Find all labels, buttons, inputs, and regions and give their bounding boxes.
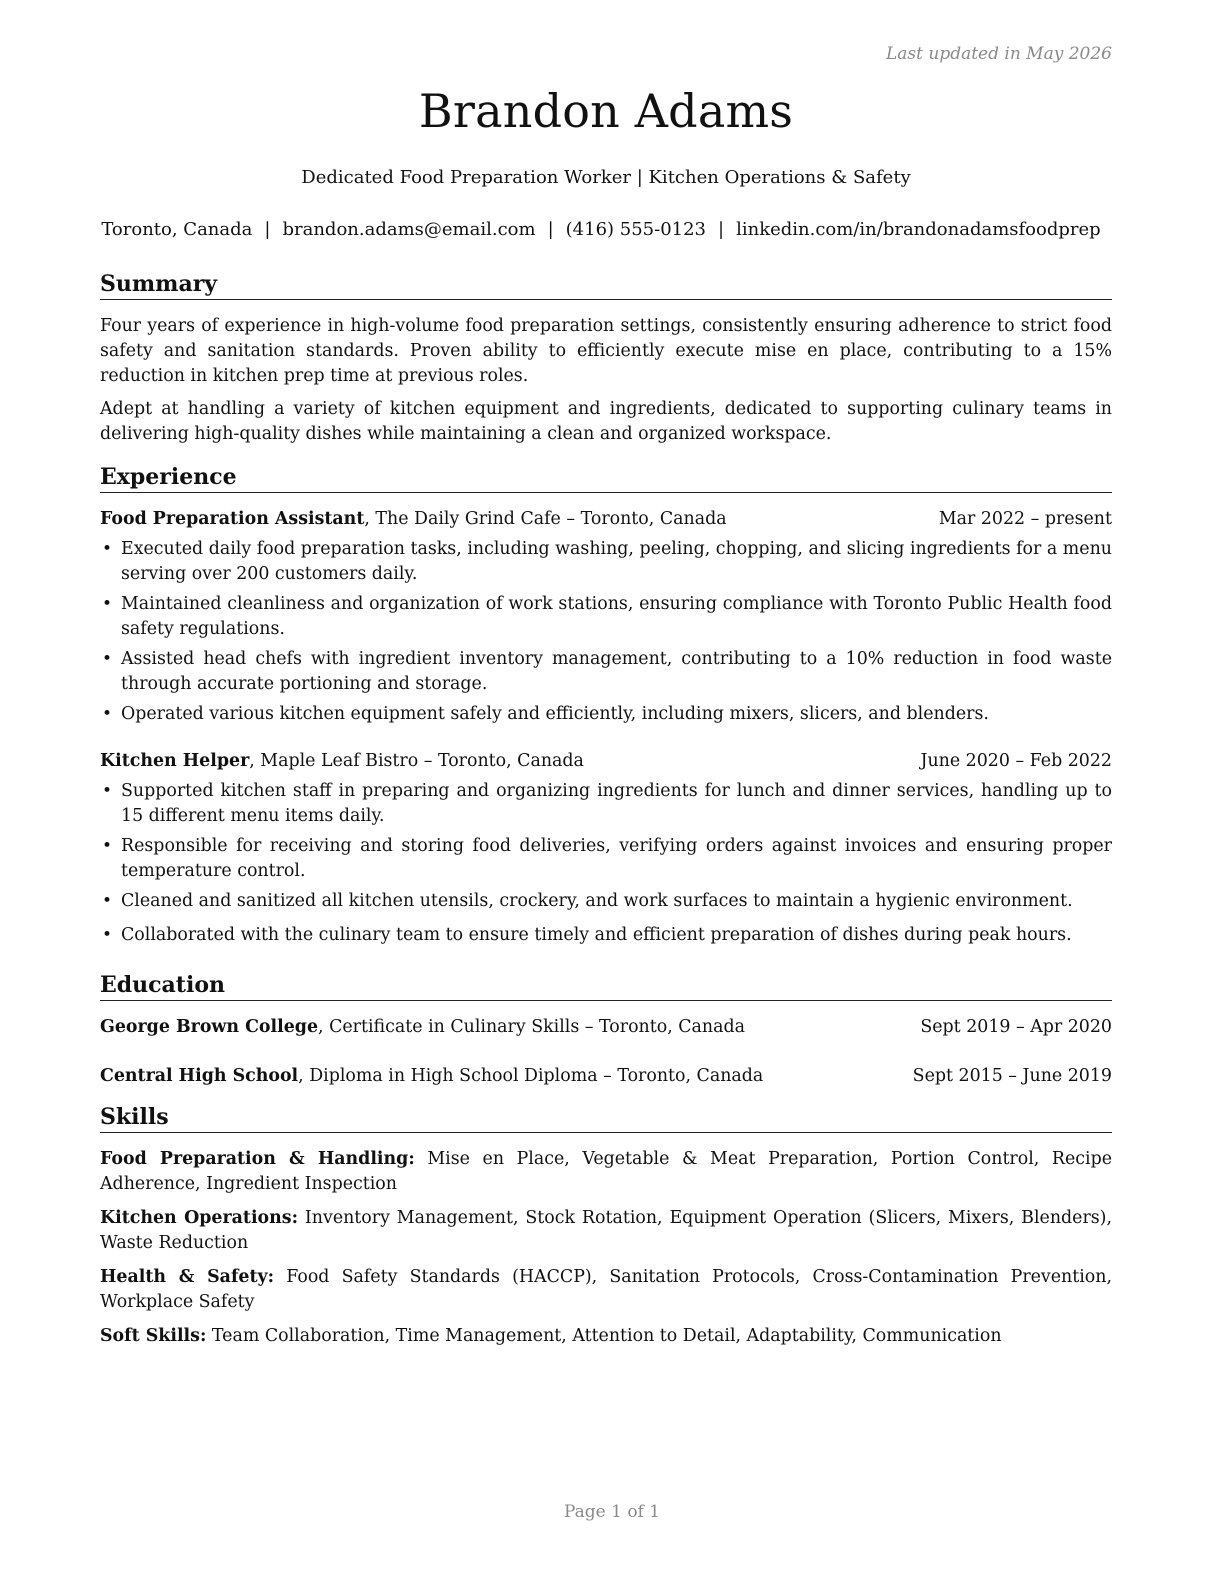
job-bullet: • Operated various kitchen equipment safely and efficiently, including mixers, slicers, and blenders. [100, 702, 1112, 727]
skills-section [100, 1104, 1112, 1349]
page-number: Page 1 of 1 [563, 1502, 661, 1522]
contact-email[interactable]: brandon.adams@email.com [282, 219, 536, 240]
candidate-name: Brandon Adams [418, 84, 794, 138]
education-entry [100, 1015, 1112, 1040]
section-title-summary: Summary [100, 271, 1112, 300]
skill-group-items: Food Safety Standards (HACCP), Sanitation Protocols, Cross-Contamination Prevention, Workplace Safety [100, 1267, 1112, 1312]
job-role: Food Preparation Assistant [100, 509, 365, 529]
skill-group-label: Food Preparation & Handling: [100, 1149, 415, 1169]
job-bullets [100, 537, 1112, 727]
job-bullet: • Assisted head chefs with ingredient inventory management, contributing to a 10% reduction in food waste through accurate portioning and storage. [100, 647, 1112, 697]
contact-line [90, 219, 1112, 240]
section-title-education: Education [100, 972, 1112, 1001]
job-org: , The Daily Grind Cafe – Toronto, Canada [364, 509, 727, 529]
skill-group-items: Team Collaboration, Time Management, Attention to Detail, Adaptability, Communication [211, 1326, 1002, 1346]
job-bullet: • Supported kitchen staff in preparing and organizing ingredients for lunch and dinner services, handling up to 15 different menu items daily. [100, 779, 1112, 829]
skill-group [100, 1206, 1112, 1256]
job-org: , Maple Leaf Bistro – Toronto, Canada [249, 751, 584, 771]
education-entry [100, 1064, 1112, 1089]
summary-paragraph: Four years of experience in high-volume food preparation settings, consistently ensuring adherence to strict food safety and sanitation standards. Proven ability to efficiently execute mise en place, contributing to a 15% reduction in kitchen prep time at previous roles. [100, 316, 1112, 386]
contact-separator: | [718, 219, 725, 240]
education-dates: Sept 2015 – June 2019 [912, 1066, 1112, 1086]
education-section [100, 972, 1112, 1089]
contact-phone[interactable]: (416) 555-0123 [565, 219, 707, 240]
job-bullet: • Collaborated with the culinary team to ensure timely and efficient preparation of dishes during peak hours. [100, 923, 1112, 948]
education-detail: , Diploma in High School Diploma – Toronto, Canada [298, 1066, 764, 1086]
contact-location: Toronto, Canada [101, 219, 253, 240]
job-bullets [100, 779, 1112, 948]
resume-page [100, 0, 1112, 1584]
job-entry [100, 507, 1112, 727]
job-header [100, 507, 1112, 532]
summary-section [100, 271, 1112, 447]
job-dates: June 2020 – Feb 2022 [920, 751, 1112, 771]
skill-group-label: Soft Skills: [100, 1326, 207, 1346]
skill-group-items: Inventory Management, Stock Rotation, Equipment Operation (Slicers, Mixers, Blenders), Waste Reduction [100, 1208, 1112, 1253]
job-bullet: • Cleaned and sanitized all kitchen utensils, crockery, and work surfaces to maintain a hygienic environment. [100, 889, 1112, 914]
contact-linkedin[interactable]: linkedin.com/in/brandonadamsfoodprep [736, 219, 1101, 240]
contact-separator: | [547, 219, 554, 240]
education-school: Central High School [100, 1066, 299, 1086]
skill-group [100, 1265, 1112, 1315]
contact-separator: | [264, 219, 271, 240]
job-role: Kitchen Helper [100, 751, 250, 771]
section-title-skills: Skills [100, 1104, 1112, 1133]
experience-section [100, 464, 1112, 948]
candidate-tagline: Dedicated Food Preparation Worker | Kitchen Operations & Safety [301, 167, 911, 188]
summary-paragraph: Adept at handling a variety of kitchen equipment and ingredients, dedicated to supporting culinary teams in delivering high-quality dishes while maintaining a clean and organized workspace. [100, 399, 1112, 444]
skill-group-label: Kitchen Operations: [100, 1208, 299, 1228]
skill-group-items: Mise en Place, Vegetable & Meat Preparation, Portion Control, Recipe Adherence, Ingredient Inspection [100, 1149, 1112, 1194]
skill-group-label: Health & Safety: [100, 1267, 275, 1287]
job-bullet: • Maintained cleanliness and organization of work stations, ensuring compliance with Toronto Public Health food safety regulations. [100, 592, 1112, 642]
skill-group [100, 1147, 1112, 1197]
education-dates: Sept 2019 – Apr 2020 [920, 1017, 1112, 1037]
last-updated-note: Last updated in May 2026 [885, 44, 1112, 64]
skill-group [100, 1324, 1112, 1349]
job-bullet: • Responsible for receiving and storing food deliveries, verifying orders against invoices and ensuring proper temperature control. [100, 834, 1112, 884]
education-detail: , Certificate in Culinary Skills – Toronto, Canada [318, 1017, 745, 1037]
job-entry [100, 749, 1112, 948]
job-bullet: • Executed daily food preparation tasks, including washing, peeling, chopping, and slicing ingredients for a menu serving over 200 customers daily. [100, 537, 1112, 587]
job-dates: Mar 2022 – present [938, 509, 1112, 529]
job-header [100, 749, 1112, 774]
education-school: George Brown College [100, 1017, 319, 1037]
section-title-experience: Experience [100, 464, 1112, 493]
